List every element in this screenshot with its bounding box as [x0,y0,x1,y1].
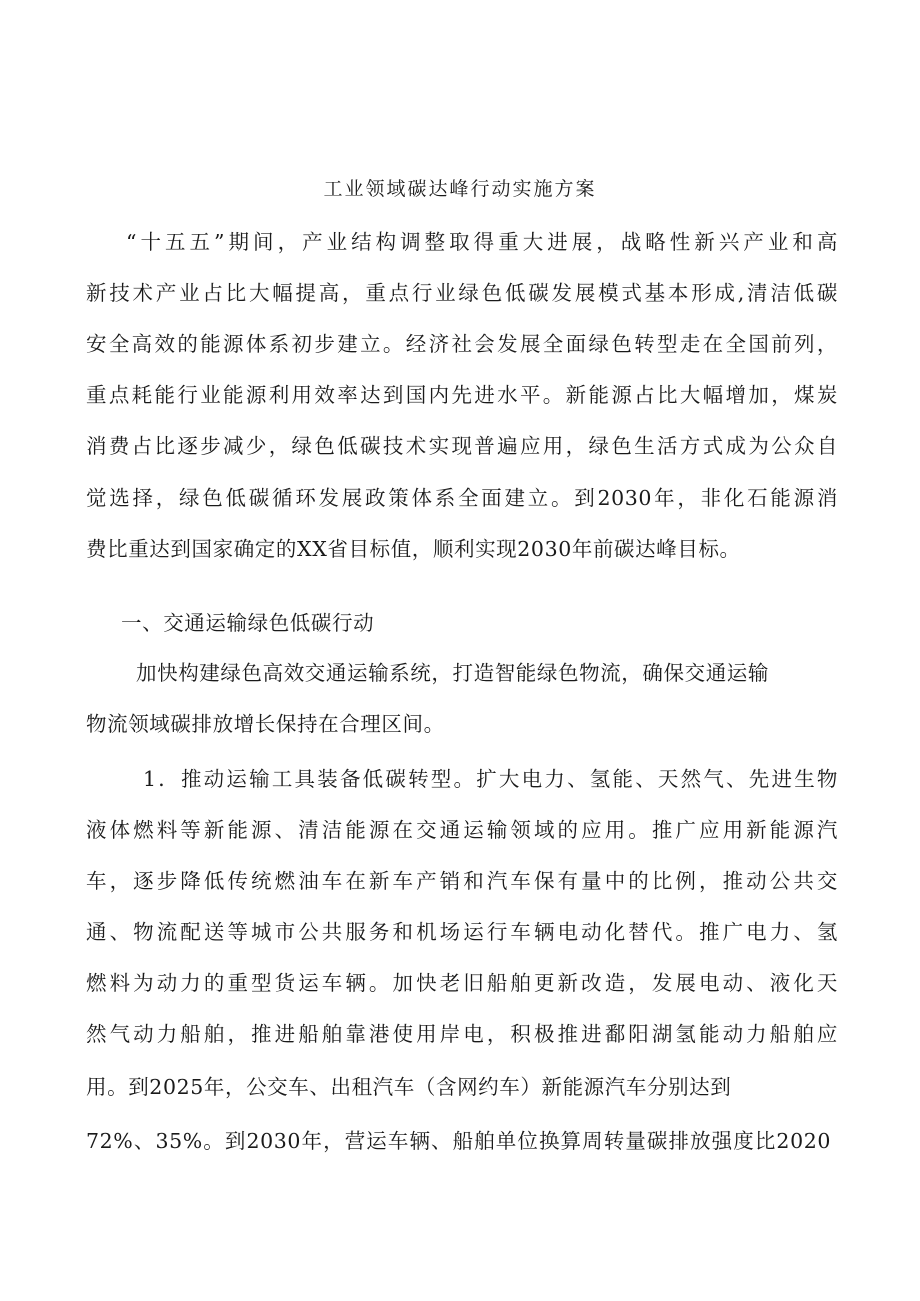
intro-line: 重点耗能行业能源利用效率达到国内先进水平。新能源占比大幅增加，煤炭 [86,383,838,407]
document-title: 工业领域碳达峰行动实施方案 [323,178,597,200]
section-heading: 一、交通运输绿色低碳行动 [121,611,375,635]
intro-line: “十五五”期间，产业结构调整取得重大进展，战略性新兴产业和高 [126,230,838,254]
item1-line: 72%、35%。到2030年，营运车辆、船舶单位换算周转量碳排放强度比2020 [86,1129,831,1153]
item1-line: 通、物流配送等城市公共服务和机场运行车辆电动化替代。推广电力、氢 [86,920,838,944]
intro-line: 消费占比逐步减少，绿色低碳技术实现普遍应用，绿色生活方式成为公众自 [86,434,838,458]
item1-line: 车，逐步降低传统燃油车在新车产销和汽车保有量中的比例，推动公共交 [86,869,838,893]
section-intro-line: 加快构建绿色高效交通运输系统，打造智能绿色物流，确保交通运输 [136,661,769,685]
item1-line: 然气动力船舶，推进船舶靠港使用岸电，积极推进鄱阳湖氢能动力船舶应 [86,1022,838,1046]
section-intro-line: 物流领域碳排放增长保持在合理区间。 [86,712,445,736]
intro-line: 安全高效的能源体系初步建立。经济社会发展全面绿色转型走在全国前列， [86,332,838,356]
item1-line: 用。到2025年，公交车、出租汽车（含网约车）新能源汽车分别达到 [86,1075,732,1099]
intro-line: 觉选择，绿色低碳循环发展政策体系全面建立。到2030年，非化石能源消 [86,486,838,510]
item1-line: 燃料为动力的重型货运车辆。加快老旧船舶更新改造，发展电动、液化天 [86,971,838,995]
item1-line: 液体燃料等新能源、清洁能源在交通运输领域的应用。推广应用新能源汽 [86,818,838,842]
intro-line: 费比重达到国家确定的XX省目标值，顺利实现2030年前碳达峰目标。 [86,537,741,561]
item1-line: 1．推动运输工具装备低碳转型。扩大电力、氢能、天然气、先进生物 [143,767,838,791]
intro-line: 新技术产业占比大幅提高，重点行业绿色低碳发展模式基本形成,清洁低碳 [86,281,838,305]
